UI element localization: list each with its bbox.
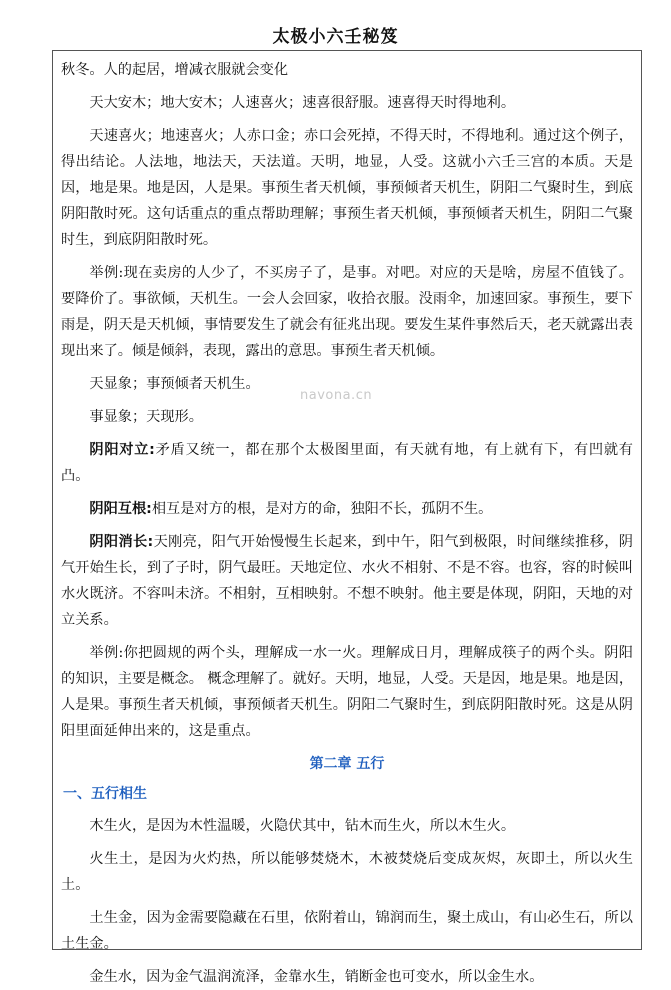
paragraph-text: 秋冬。人的起居，增减衣服就会变化	[61, 62, 289, 78]
paragraph-text: 天速喜火；地速喜火；人赤口金；赤口会死掉，不得天时，不得地利。通过这个例子，得出结论。人法地，地法天，天法道。天明，地显，人受。这就小六壬三宫的本质。天是因，地是果。地是因，人是果。事预生者天机倾，事预倾者天机生，阴阳二气聚时生，到底阴阳散时死。这句话重点的重点帮助理解；事预生者天机倾，事预倾者天机生，阴阳二气聚时生，到底阴阳散时死。	[61, 128, 633, 248]
paragraph-text: 火生土，是因为火灼热，所以能够焚烧木，木被焚烧后变成灰烬，灰即土，所以火生土。	[61, 851, 633, 893]
paragraph-yinyang-interdependence	[61, 496, 633, 522]
term-label: 阴阳对立:	[89, 442, 155, 458]
paragraph-yinyang-waxing-waning	[61, 529, 633, 633]
paragraph-1	[61, 57, 633, 83]
paragraph-text: 土生金，因为金需要隐藏在石里，依附着山，锦润而生，聚土成山，有山必生石，所以土生金。	[61, 910, 633, 952]
paragraph-text: 金生水，因为金气温润流泽，金靠水生，销断金也可变水，所以金生水。	[89, 969, 544, 985]
paragraph-metal-water	[61, 964, 633, 990]
content-frame	[52, 50, 642, 985]
chapter-heading: 第二章 五行	[309, 756, 385, 772]
paragraph-3	[61, 123, 633, 253]
paragraph-fire-earth	[61, 846, 633, 898]
term-label: 阴阳互根:	[89, 501, 152, 517]
paragraph-6	[61, 404, 633, 430]
paragraph-text: 举例:现在卖房的人少了，不买房子了，是事。对吧。对应的天是啥，房屋不值钱了。要降价了。事欲倾，天机生。一会人会回家，收拾衣服。没雨伞，加速回家。事预生，要下雨是，阴天是天机倾，事情要发生了就会有征兆出现。要发生某件事然后天，老天就露出表现出来了。倾是倾斜，表现，露出的意思。事预生者天机倾。	[61, 265, 633, 359]
watermark: navona.cn	[300, 388, 373, 403]
paragraph-text: 天显象；事预倾者天机生。	[89, 376, 260, 392]
paragraph-text: 天大安木；地大安木；人速喜火；速喜很舒服。速喜得天时得地利。	[89, 95, 516, 111]
paragraph-text: 木生火，是因为木性温暖，火隐伏其中，钻木而生火，所以木生火。	[89, 818, 516, 834]
paragraph-wood-fire	[61, 813, 633, 839]
section-heading: 一、五行相生	[63, 786, 147, 802]
term-label: 阴阳消长:	[89, 534, 154, 550]
page-title: 太极小六壬秘笈	[272, 27, 399, 47]
paragraph-4	[61, 260, 633, 364]
paragraph-text: 天刚亮，阳气开始慢慢生长起来，到中午，阳气到极限，时间继续推移，阴气开始生长，到了子时，阴气最旺。天地定位、水火不相射、不是不容。也容，容的时候叫水火既济。不容叫未济。不相射，互相映射。不想不映射。他主要是体现，阴阳，天地的对立关系。	[61, 534, 633, 628]
paragraph-yinyang-opposition	[61, 437, 633, 489]
paragraph-text: 矛盾又统一，都在那个太极图里面，有天就有地，有上就有下，有凹就有凸。	[61, 442, 633, 484]
paragraph-10	[61, 640, 633, 744]
paragraph-2	[61, 90, 633, 116]
paragraph-text: 相互是对方的根，是对方的命，独阳不长，孤阴不生。	[151, 501, 493, 517]
paragraph-text: 举例:你把圆规的两个头，理解成一水一火。理解成日月，理解成筷子的两个头。阴阳的知识，主要是概念。 概念理解了。就好。天明，地显，人受。天是因，地是果。地是因，人是果。事预生者天机倾，事预倾者天机生。阴阳二气聚时生，到底阴阳散时死。这是从阴阳里面延伸出来的，这是重点。	[61, 645, 634, 739]
paragraph-earth-metal	[61, 905, 633, 957]
paragraph-text: 事显象；天现形。	[89, 409, 203, 425]
